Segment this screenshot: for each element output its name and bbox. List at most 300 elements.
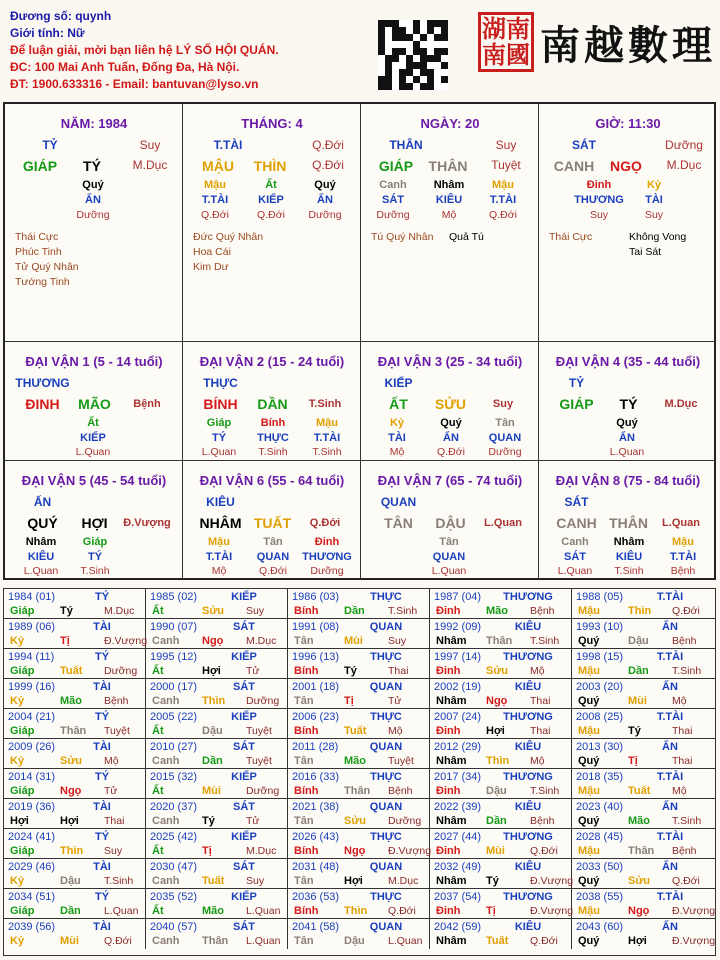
star-label: Đức Quý Nhân (193, 231, 264, 243)
year-label: 2036 (53) (292, 891, 340, 903)
dai-van-3 (361, 342, 539, 461)
year-branch: Tị (486, 905, 496, 917)
hidden-stem: Mậu (208, 536, 230, 548)
year-stem: Bính (294, 845, 319, 857)
year-cell[interactable] (430, 889, 572, 919)
dai-van-god: THƯƠNG (15, 376, 70, 390)
year-cell[interactable] (146, 709, 288, 739)
year-cell[interactable] (146, 619, 288, 649)
year-label: 2017 (34) (434, 771, 482, 783)
year-branch: Thìn (202, 695, 226, 707)
hidden-god: KIẾP (80, 432, 106, 444)
year-cell[interactable] (430, 829, 572, 859)
star-label: Không Vong (629, 231, 687, 243)
year-cell[interactable] (572, 889, 715, 919)
year-god: T.TÀI (656, 771, 684, 783)
dai-van-state: Q.Đới (309, 517, 341, 529)
year-stem: Nhâm (436, 635, 467, 647)
year-god: THỰC (370, 591, 402, 603)
year-branch: Ngọ (202, 635, 224, 647)
year-cell[interactable] (146, 799, 288, 829)
year-state: Đ.Vượng (530, 905, 574, 917)
dai-van-branch: DẬU (435, 515, 466, 531)
hidden-state: Suy (589, 209, 609, 221)
year-stem: Ất (152, 725, 164, 737)
dai-van-stem: BÍNH (203, 396, 238, 412)
dai-van-branch: DẦN (257, 396, 288, 412)
year-state: Q.Đới (672, 875, 700, 887)
year-label: 1999 (16) (8, 681, 56, 693)
year-label: 2005 (22) (150, 711, 198, 723)
year-god: TÝ (94, 771, 110, 783)
year-state: T.Sinh (104, 875, 134, 887)
hidden-stem: Quý (440, 417, 462, 429)
year-cell[interactable] (4, 829, 146, 859)
hidden-state: Q.Đới (437, 446, 465, 458)
year-cell[interactable] (146, 589, 288, 619)
year-cell[interactable] (4, 679, 146, 709)
year-state: Đ.Vượng (104, 635, 148, 647)
year-branch: Dậu (344, 935, 365, 947)
year-cell[interactable] (4, 709, 146, 739)
dai-van-stem: GIÁP (559, 396, 594, 412)
year-branch: Tuất (202, 875, 225, 887)
hidden-state: T.Sinh (312, 446, 342, 458)
hidden-stem: Canh (379, 179, 407, 191)
year-state: L.Quan (104, 905, 139, 917)
year-label: 1998 (15) (576, 651, 624, 663)
year-label: 1986 (03) (292, 591, 340, 603)
year-god: THỰC (370, 771, 402, 783)
year-cell[interactable] (572, 619, 715, 649)
year-stem: Mậu (578, 605, 600, 617)
hidden-state: T.Sinh (80, 565, 110, 577)
year-branch: Ngọ (486, 695, 508, 707)
year-state: T.Sinh (672, 815, 702, 827)
year-branch: Ngọ (344, 845, 366, 857)
year-cell[interactable] (430, 739, 572, 769)
dai-van-branch: MÃO (78, 396, 111, 412)
hidden-stem: Nhâm (25, 536, 57, 548)
year-cell[interactable] (146, 739, 288, 769)
year-stem: Giáp (10, 605, 35, 617)
hidden-god: TÀI (388, 432, 406, 444)
year-cell[interactable] (572, 649, 715, 679)
hidden-state: L.Quan (609, 446, 645, 458)
year-label: 2021 (38) (292, 801, 340, 813)
year-branch: Mùi (60, 935, 79, 947)
year-cell[interactable] (288, 769, 430, 799)
year-cell[interactable] (572, 769, 715, 799)
dai-van-title: ĐẠI VẬN 8 (75 - 84 tuổi) (555, 473, 701, 488)
year-cell[interactable] (572, 679, 715, 709)
year-cell[interactable] (430, 709, 572, 739)
year-label: 2022 (39) (434, 801, 482, 813)
year-cell[interactable] (572, 709, 715, 739)
year-cell[interactable] (288, 649, 430, 679)
year-cell[interactable] (4, 889, 146, 919)
year-state: Bệnh (530, 605, 555, 617)
year-state: Dưỡng (388, 815, 422, 827)
pillar-stem: GIÁP (22, 158, 58, 174)
year-state: Suy (388, 635, 407, 647)
year-god: TÀI (93, 801, 111, 813)
year-label: 2015 (32) (150, 771, 198, 783)
year-state: M.Dục (246, 635, 277, 647)
pillar-branch: TÝ (83, 158, 101, 174)
year-god: THƯƠNG (503, 891, 553, 903)
contact-line: Để luận giải, mời bạn liên hệ LÝ SỐ HỘI QUÁN. (10, 43, 279, 57)
year-stem: Canh (152, 635, 180, 647)
year-stem: Giáp (10, 665, 35, 677)
hidden-god: TÀI (645, 194, 663, 206)
year-stem: Ất (152, 665, 164, 677)
year-cell[interactable] (288, 619, 430, 649)
year-branch: Ngọ (60, 785, 82, 797)
dai-van-state: Đ.Vượng (123, 517, 171, 529)
hidden-state: L.Quan (431, 565, 467, 577)
year-state: Suy (246, 605, 265, 617)
pillar-stem-state: Q.Đới (312, 138, 344, 152)
star-label: Tử Quý Nhân (15, 261, 79, 273)
year-stem: Quý (578, 815, 600, 827)
year-god: T.TÀI (656, 831, 684, 843)
year-label: 2007 (24) (434, 711, 482, 723)
year-cell[interactable] (288, 859, 430, 889)
year-god: KIẾP (231, 771, 257, 783)
brand-logo: 南越數理 (540, 22, 716, 69)
year-label: 2042 (59) (434, 921, 482, 933)
year-stem: Tân (294, 875, 314, 887)
year-cell[interactable] (572, 829, 715, 859)
hidden-god: SÁT (382, 194, 404, 206)
year-label: 1997 (14) (434, 651, 482, 663)
year-god: SÁT (233, 621, 255, 633)
year-cell[interactable] (288, 889, 430, 919)
dai-van-stem: CANH (556, 515, 597, 531)
year-branch: Tuất (60, 665, 83, 677)
year-cell[interactable] (4, 619, 146, 649)
year-stem: Nhâm (436, 695, 467, 707)
year-god: KIÊU (514, 801, 542, 813)
year-god: TÀI (93, 621, 111, 633)
year-god: KIẾP (231, 711, 257, 723)
hidden-stem: Đinh (314, 536, 340, 548)
year-state: M.Dục (388, 875, 419, 887)
year-branch: Thìn (628, 605, 652, 617)
year-god: KIÊU (514, 921, 542, 933)
year-stem: Mậu (578, 905, 600, 917)
year-branch: Tị (344, 695, 354, 707)
year-branch: Mùi (344, 635, 363, 647)
dai-van-state: T.Sinh (308, 398, 342, 410)
year-branch: Dậu (202, 725, 223, 737)
year-state: Dưỡng (246, 785, 280, 797)
year-god: QUAN (369, 861, 403, 873)
year-label: 2009 (26) (8, 741, 56, 753)
year-stem: Ất (152, 905, 164, 917)
year-label: 2037 (54) (434, 891, 482, 903)
dai-van-branch: HỢI (81, 515, 108, 531)
year-cell[interactable] (572, 799, 715, 829)
pillar-stem-god: T.TÀI (213, 138, 243, 152)
year-label: 1991 (08) (292, 621, 340, 633)
year-label: 2002 (19) (434, 681, 482, 693)
hidden-state: Bệnh (670, 565, 696, 577)
hidden-stem: Mậu (316, 417, 338, 429)
year-god: THƯƠNG (503, 711, 553, 723)
year-god: KIẾP (231, 651, 257, 663)
year-cell[interactable] (430, 619, 572, 649)
year-stem: Mậu (578, 725, 600, 737)
year-label: 2024 (41) (8, 831, 56, 843)
year-god: KIÊU (514, 681, 542, 693)
year-label: 2000 (17) (150, 681, 198, 693)
year-stem: Quý (578, 875, 600, 887)
year-branch: Mùi (628, 695, 647, 707)
year-stem: Ất (152, 845, 164, 857)
hidden-state: L.Quan (23, 565, 59, 577)
year-state: Mộ (672, 695, 687, 707)
dai-van-state: L.Quan (662, 517, 700, 529)
year-label: 2039 (56) (8, 921, 56, 933)
year-cell[interactable] (146, 919, 288, 949)
hidden-stem: Ất (87, 417, 99, 429)
year-god: SÁT (233, 741, 255, 753)
year-stem: Tân (294, 755, 314, 767)
star-label: Kim Dư (193, 261, 229, 273)
year-cell[interactable] (4, 589, 146, 619)
hidden-stem: Mậu (672, 536, 694, 548)
dai-van-god: THỰC (203, 376, 238, 390)
pillar-title: NĂM: 1984 (60, 116, 128, 131)
year-cell[interactable] (4, 799, 146, 829)
year-state: Thai (104, 815, 125, 827)
year-state: Tử (246, 665, 260, 677)
dai-van-state: L.Quan (484, 517, 522, 529)
year-cell[interactable] (146, 859, 288, 889)
year-stem: Kỷ (10, 875, 25, 887)
year-god: ẤN (662, 621, 678, 633)
hidden-god: KIÊU (615, 551, 643, 563)
year-god: ẤN (662, 801, 678, 813)
pillar-3 (361, 104, 539, 342)
year-stem: Tân (294, 815, 314, 827)
star-label: Phúc Tinh (15, 246, 62, 258)
year-god: SÁT (233, 861, 255, 873)
year-cell[interactable] (430, 919, 572, 949)
year-state: Thai (672, 725, 693, 737)
year-state: Thai (672, 755, 693, 767)
dai-van-title: ĐẠI VẬN 2 (15 - 24 tuổi) (199, 354, 345, 369)
pillar-stem-god: SÁT (572, 138, 596, 152)
year-cell[interactable] (288, 709, 430, 739)
dai-van-god: ẤN (33, 495, 52, 509)
year-branch: Thìn (344, 905, 368, 917)
year-god: TÝ (94, 831, 110, 843)
year-god: TÝ (94, 711, 110, 723)
year-cell[interactable] (288, 919, 430, 949)
dai-van-state: Bệnh (133, 398, 161, 410)
year-cell[interactable] (146, 829, 288, 859)
year-cell[interactable] (288, 739, 430, 769)
year-cell[interactable] (146, 679, 288, 709)
year-branch: Hợi (344, 875, 363, 887)
pillar-title: THÁNG: 4 (241, 116, 303, 131)
year-label: 2034 (51) (8, 891, 56, 903)
year-label: 1994 (11) (8, 651, 55, 663)
star-label: Thái Cực (15, 231, 59, 243)
year-cell[interactable] (288, 799, 430, 829)
year-branch: Tuất (344, 725, 367, 737)
hidden-god: T.TÀI (205, 551, 233, 563)
year-label: 2010 (27) (150, 741, 198, 753)
hidden-stem: Nhâm (433, 179, 465, 191)
year-branch: Dần (60, 905, 81, 917)
year-branch: Dậu (486, 785, 507, 797)
dai-van-6 (183, 461, 361, 579)
hidden-god: TÝ (87, 551, 103, 563)
hidden-state: Dưỡng (488, 446, 522, 458)
year-stem: Mậu (578, 785, 600, 797)
year-cell[interactable] (4, 919, 146, 949)
dai-van-branch: SỬU (434, 396, 467, 412)
year-cell[interactable] (288, 679, 430, 709)
year-branch: Mùi (202, 785, 221, 797)
year-god: ẤN (662, 921, 678, 933)
year-cell[interactable] (430, 679, 572, 709)
pillar-stem-god: TỶ (42, 138, 58, 152)
hidden-god: QUAN (256, 551, 290, 563)
year-stem: Ất (152, 605, 164, 617)
year-branch: Tý (486, 875, 499, 887)
hidden-stem: Quý (314, 179, 336, 191)
year-label: 2026 (43) (292, 831, 340, 843)
year-label: 2029 (46) (8, 861, 56, 873)
year-cell[interactable] (430, 859, 572, 889)
address-line: ĐC: 100 Mai Anh Tuấn, Đống Đa, Hà Nội. (10, 60, 240, 74)
year-state: T.Sinh (530, 785, 560, 797)
star-label: Quả Tú (449, 231, 484, 243)
year-god: TÝ (94, 891, 110, 903)
year-label: 2003 (20) (576, 681, 624, 693)
year-branch: Thìn (60, 845, 84, 857)
year-stem: Hợi (10, 815, 29, 827)
year-cell[interactable] (146, 649, 288, 679)
year-branch: Dậu (60, 875, 81, 887)
hidden-god: THƯƠNG (302, 551, 352, 563)
dai-van-branch: TUẤT (253, 515, 292, 531)
hidden-state: Dưỡng (76, 209, 110, 221)
year-cell[interactable] (288, 589, 430, 619)
year-branch: Tị (628, 755, 638, 767)
year-branch: Sửu (486, 665, 509, 677)
year-cell[interactable] (4, 739, 146, 769)
year-cell[interactable] (572, 859, 715, 889)
hidden-stem: Giáp (82, 536, 108, 548)
year-god: THỰC (370, 651, 402, 663)
year-branch: Thân (486, 635, 513, 647)
year-god: QUAN (369, 681, 403, 693)
year-stem: Giáp (10, 845, 35, 857)
year-branch: Mão (60, 695, 82, 707)
year-state: T.Sinh (530, 635, 560, 647)
annual-luck-table (3, 588, 716, 956)
year-cell[interactable] (146, 769, 288, 799)
year-state: Suy (246, 875, 265, 887)
hidden-state: Q.Đới (201, 209, 229, 221)
year-stem: Canh (152, 695, 180, 707)
hidden-god: T.TÀI (201, 194, 229, 206)
year-stem: Đinh (436, 605, 461, 617)
year-god: SÁT (233, 681, 255, 693)
qr-code-icon[interactable] (378, 20, 448, 90)
year-branch: Sửu (202, 605, 225, 617)
pillar-branch-state: M.Dục (132, 158, 168, 172)
year-label: 2016 (33) (292, 771, 340, 783)
year-label: 2040 (57) (150, 921, 198, 933)
dai-van-title: ĐẠI VẬN 4 (35 - 44 tuổi) (555, 354, 701, 369)
year-branch: Hợi (628, 935, 647, 947)
year-label: 2018 (35) (576, 771, 624, 783)
year-cell[interactable] (430, 589, 572, 619)
year-god: KIÊU (514, 741, 542, 753)
year-cell[interactable] (4, 859, 146, 889)
year-branch: Tị (202, 845, 212, 857)
year-branch: Hợi (486, 725, 505, 737)
year-state: Đ.Vượng (388, 845, 432, 857)
year-cell[interactable] (430, 649, 572, 679)
hidden-stem: Tân (263, 536, 283, 548)
year-state: T.Sinh (672, 665, 702, 677)
pillar-stem: CANH (553, 158, 595, 174)
hidden-god: TÝ (211, 432, 227, 444)
year-label: 1985 (02) (150, 591, 198, 603)
dai-van-stem: ĐINH (25, 396, 60, 412)
year-cell[interactable] (430, 799, 572, 829)
dai-van-god: QUAN (380, 495, 417, 509)
year-state: M.Dục (246, 845, 277, 857)
year-label: 2013 (30) (576, 741, 624, 753)
year-cell[interactable] (4, 769, 146, 799)
year-cell[interactable] (146, 889, 288, 919)
year-state: Tử (388, 695, 402, 707)
year-cell[interactable] (288, 829, 430, 859)
year-label: 1992 (09) (434, 621, 482, 633)
year-branch: Hợi (60, 815, 79, 827)
year-label: 1989 (06) (8, 621, 56, 633)
hidden-stem: Nhâm (613, 536, 645, 548)
owner-name: Đương số: quynh (10, 9, 112, 23)
hidden-state: L.Quan (201, 446, 237, 458)
year-cell[interactable] (430, 769, 572, 799)
year-label: 1987 (04) (434, 591, 482, 603)
dai-van-5 (5, 461, 183, 579)
year-cell[interactable] (4, 649, 146, 679)
hidden-stem: Quý (82, 179, 104, 191)
year-branch: Tuất (628, 785, 651, 797)
year-cell[interactable] (572, 919, 715, 949)
year-cell[interactable] (572, 739, 715, 769)
dai-van-stem: TÂN (384, 515, 413, 531)
hidden-state: Dưỡng (308, 209, 342, 221)
year-branch: Mão (344, 755, 366, 767)
hidden-stem: Quý (616, 417, 638, 429)
hidden-state: Dưỡng (310, 565, 344, 577)
year-stem: Tân (294, 935, 314, 947)
year-cell[interactable] (572, 589, 715, 619)
year-state: Thai (530, 725, 551, 737)
